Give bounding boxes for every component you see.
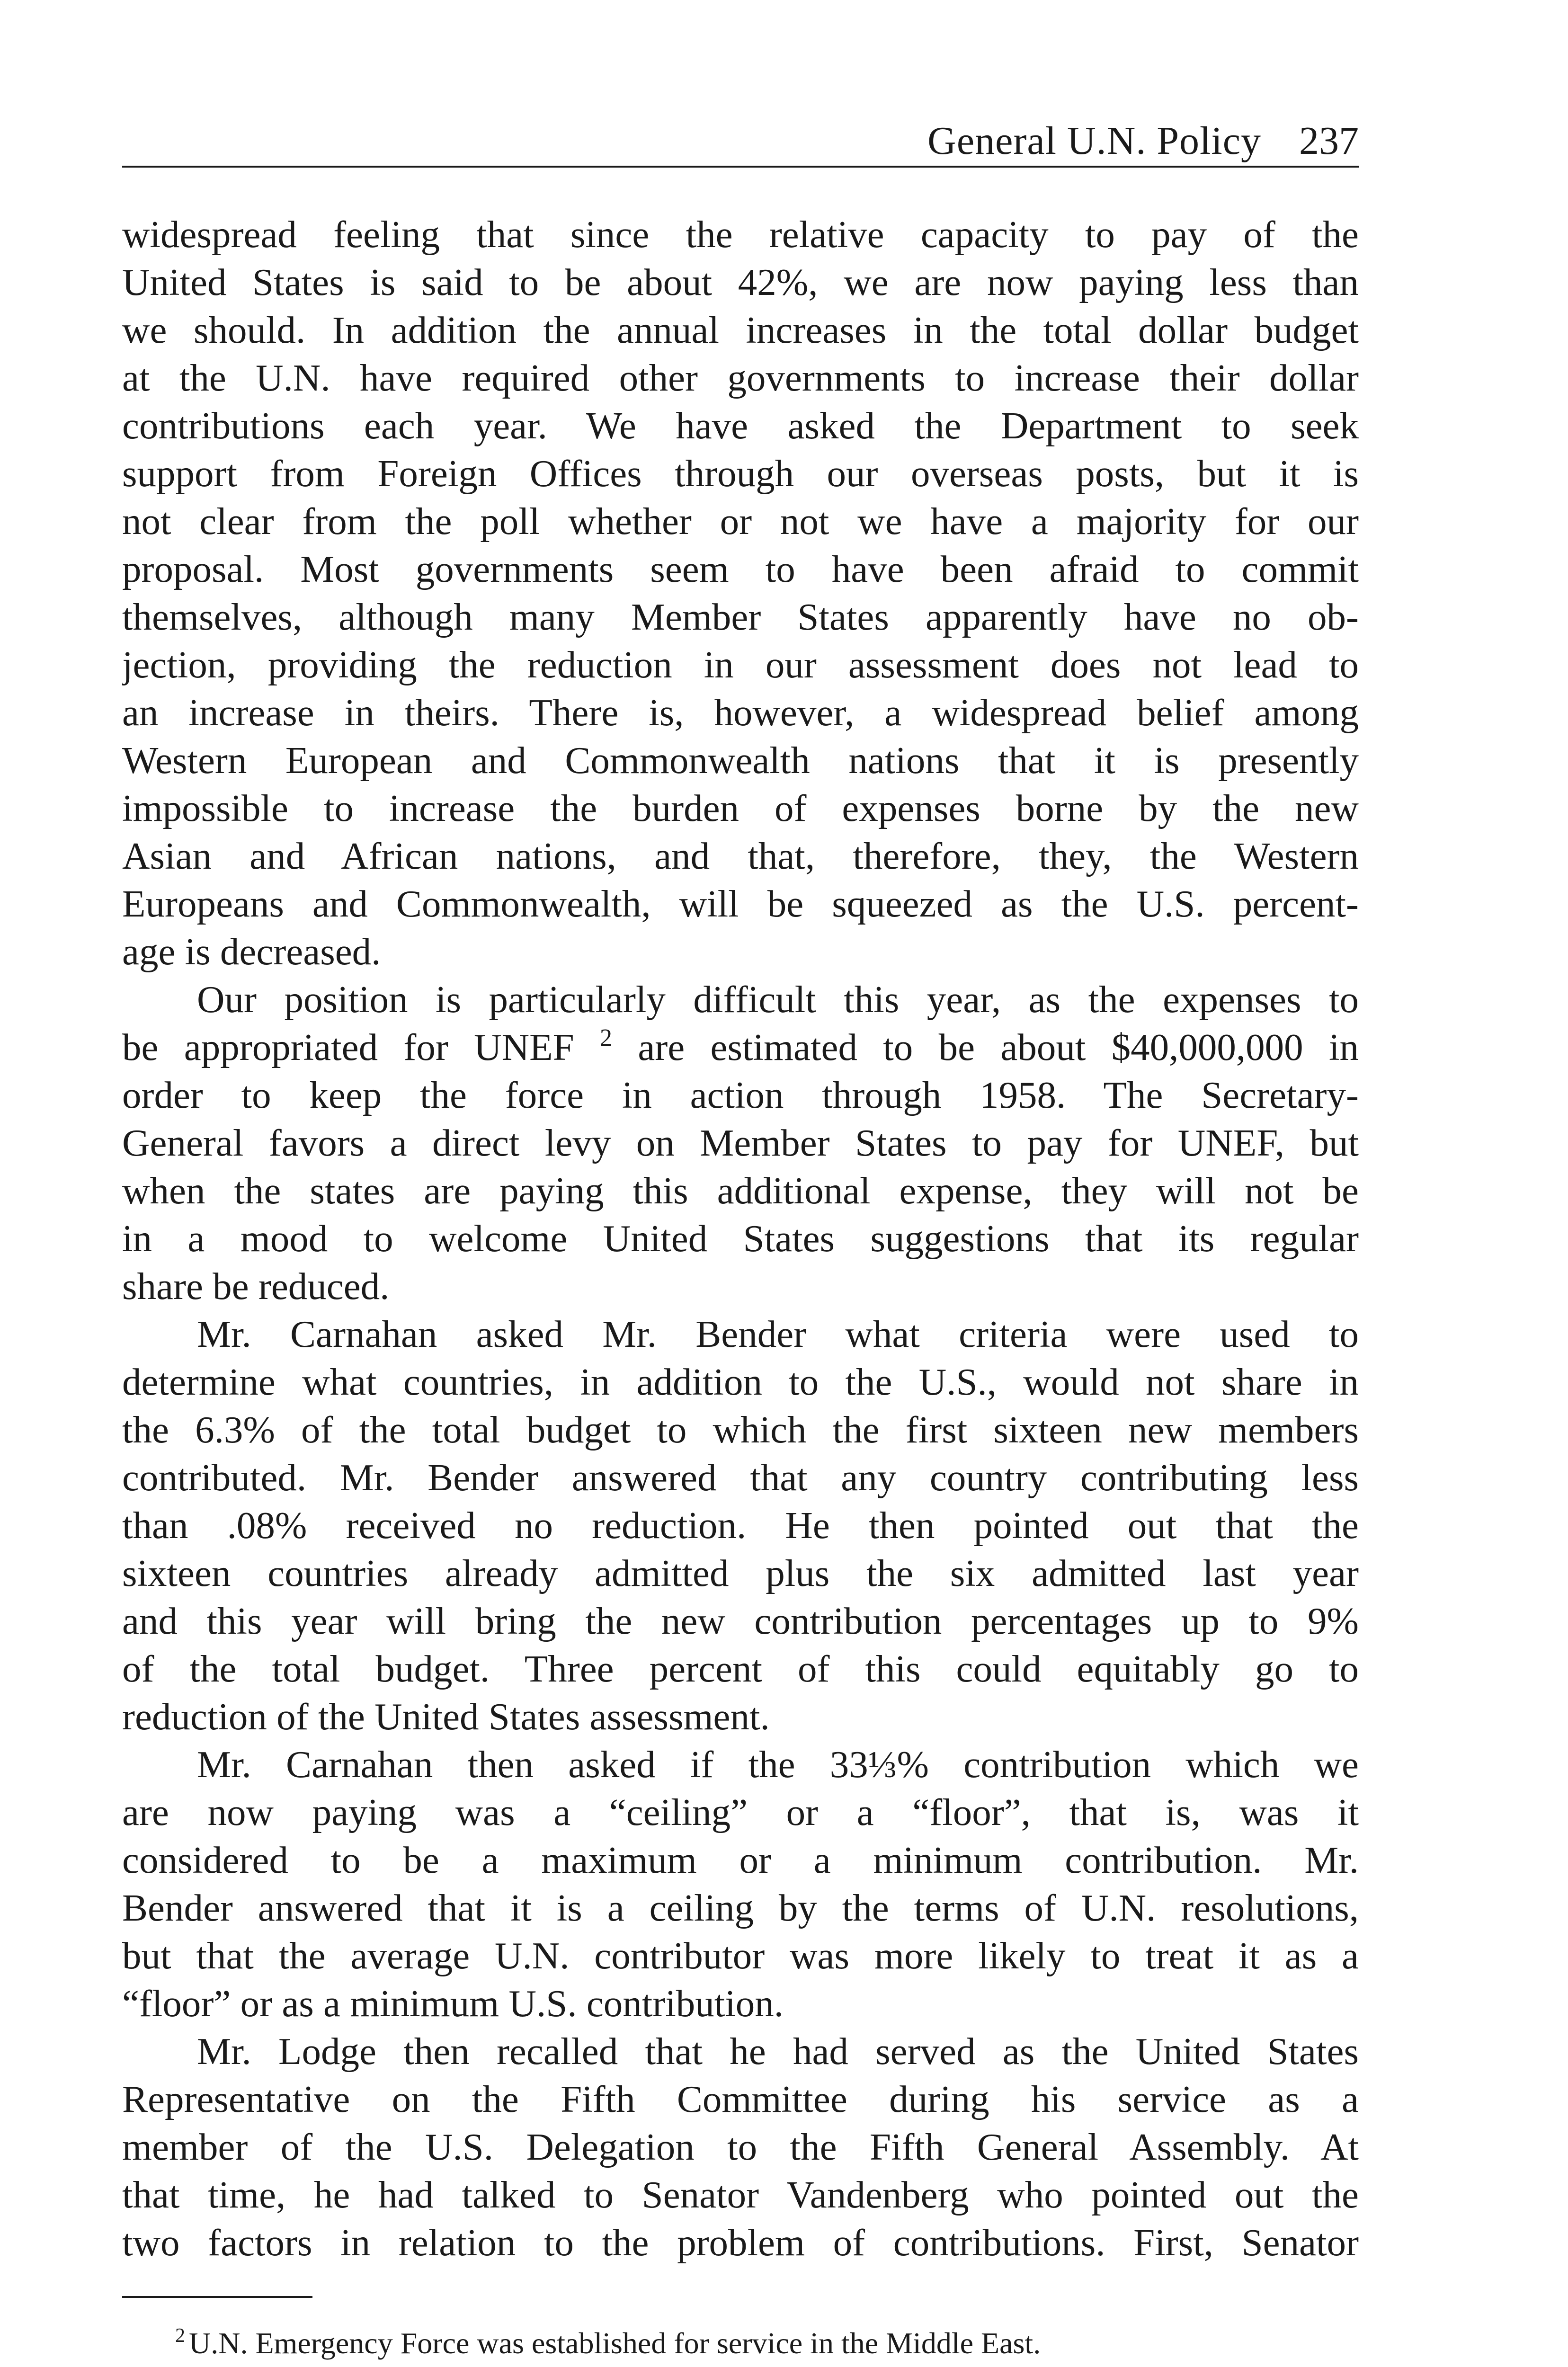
text-line: the 6.3% of the total budget to which the first sixteen new members (122, 1408, 1359, 1451)
text-line: sixteen countries already admitted plus the six admitted last year (122, 1552, 1359, 1594)
text-line: but that the average U.N. contributor was more likely to treat it as a (122, 1934, 1359, 1977)
text-line: Mr. Carnahan then asked if the 33⅓% contribution which we (197, 1743, 1359, 1786)
body-text (122, 211, 1359, 2267)
text-line: United States is said to be about 42%, we are now paying less than (122, 261, 1359, 303)
text-line: contributions each year. We have asked the Department to seek (122, 404, 1359, 447)
text-line: are now paying was a “ceiling” or a “floor”, that is, was it (122, 1791, 1359, 1833)
footnote-text: U.N. Emergency Force was established for service in the Middle East. (189, 2326, 1041, 2360)
text-line: themselves, although many Member States apparently have no ob- (122, 596, 1359, 638)
footnote-rule (122, 2296, 312, 2298)
text-line: than .08% received no reduction. He then pointed out that the (122, 1504, 1359, 1547)
footnote-marker: 2 (175, 2325, 185, 2347)
text-line: considered to be a maximum or a minimum contribution. Mr. (122, 1839, 1359, 1881)
text-line: share be reduced. (122, 1265, 390, 1308)
text-line: at the U.N. have required other governments to increase their dollar (122, 356, 1359, 399)
footnote (175, 2324, 1311, 2362)
text-fragment: are estimated to be about $40,000,000 in (638, 1026, 1359, 1068)
text-line: that time, he had talked to Senator Vandenberg who pointed out the (122, 2173, 1359, 2216)
text-line: Our position is particularly difficult this year, as the expenses to (197, 978, 1359, 1021)
text-line: order to keep the force in action through 1958. The Secretary- (122, 1074, 1359, 1116)
text-line: not clear from the poll whether or not we have a majority for our (122, 500, 1359, 543)
text-line: we should. In addition the annual increases in the total dollar budget (122, 309, 1359, 351)
text-line: Mr. Carnahan asked Mr. Bender what criteria were used to (197, 1313, 1359, 1355)
text-line: Western European and Commonwealth nations that it is presently (122, 739, 1359, 782)
text-line: member of the U.S. Delegation to the Fifth General Assembly. At (122, 2126, 1359, 2168)
running-head (122, 117, 1359, 165)
page-number: 237 (1299, 119, 1359, 163)
text-line: two factors in relation to the problem of contributions. First, Senator (122, 2221, 1359, 2264)
text-line: and this year will bring the new contribution percentages up to 9% (122, 1600, 1359, 1642)
text-line: in a mood to welcome United States suggestions that its regular (122, 1217, 1359, 1260)
text-line: Representative on the Fifth Committee during his service as a (122, 2078, 1359, 2120)
text-line: when the states are paying this additional expense, they will not be (122, 1169, 1359, 1212)
text-line: Europeans and Commonwealth, will be squeezed as the U.S. percent- (122, 882, 1359, 925)
text-line: Asian and African nations, and that, therefore, they, the Western (122, 835, 1359, 877)
text-line: Bender answered that it is a ceiling by the terms of U.N. resolutions, (122, 1886, 1359, 1929)
footnote-reference: 2 (600, 1024, 613, 1051)
text-line: an increase in theirs. There is, however, a widespread belief among (122, 691, 1359, 734)
text-line: proposal. Most governments seem to have been afraid to commit (122, 548, 1359, 590)
header-rule (122, 166, 1359, 168)
text-line-with-footnote-ref (122, 1023, 1359, 1071)
text-line: widespread feeling that since the relative capacity to pay of the (122, 213, 1359, 256)
text-line: Mr. Lodge then recalled that he had served as the United States (197, 2030, 1359, 2073)
text-line: jection, providing the reduction in our assessment does not lead to (122, 643, 1359, 686)
text-line: support from Foreign Offices through our overseas posts, but it is (122, 452, 1359, 495)
text-line: impossible to increase the burden of expenses borne by the new (122, 787, 1359, 829)
text-line: General favors a direct levy on Member States to pay for UNEF, but (122, 1121, 1359, 1164)
text-fragment: be appropriated for UNEF (122, 1026, 574, 1068)
text-line: “floor” or as a minimum U.S. contribution. (122, 1982, 784, 2025)
text-line: contributed. Mr. Bender answered that any country contributing less (122, 1456, 1359, 1499)
text-line: determine what countries, in addition to the U.S., would not share in (122, 1361, 1359, 1403)
running-title: General U.N. Policy (927, 119, 1261, 163)
text-line: of the total budget. Three percent of this could equitably go to (122, 1647, 1359, 1690)
text-line: reduction of the United States assessment. (122, 1695, 770, 1738)
text-line: age is decreased. (122, 930, 381, 973)
